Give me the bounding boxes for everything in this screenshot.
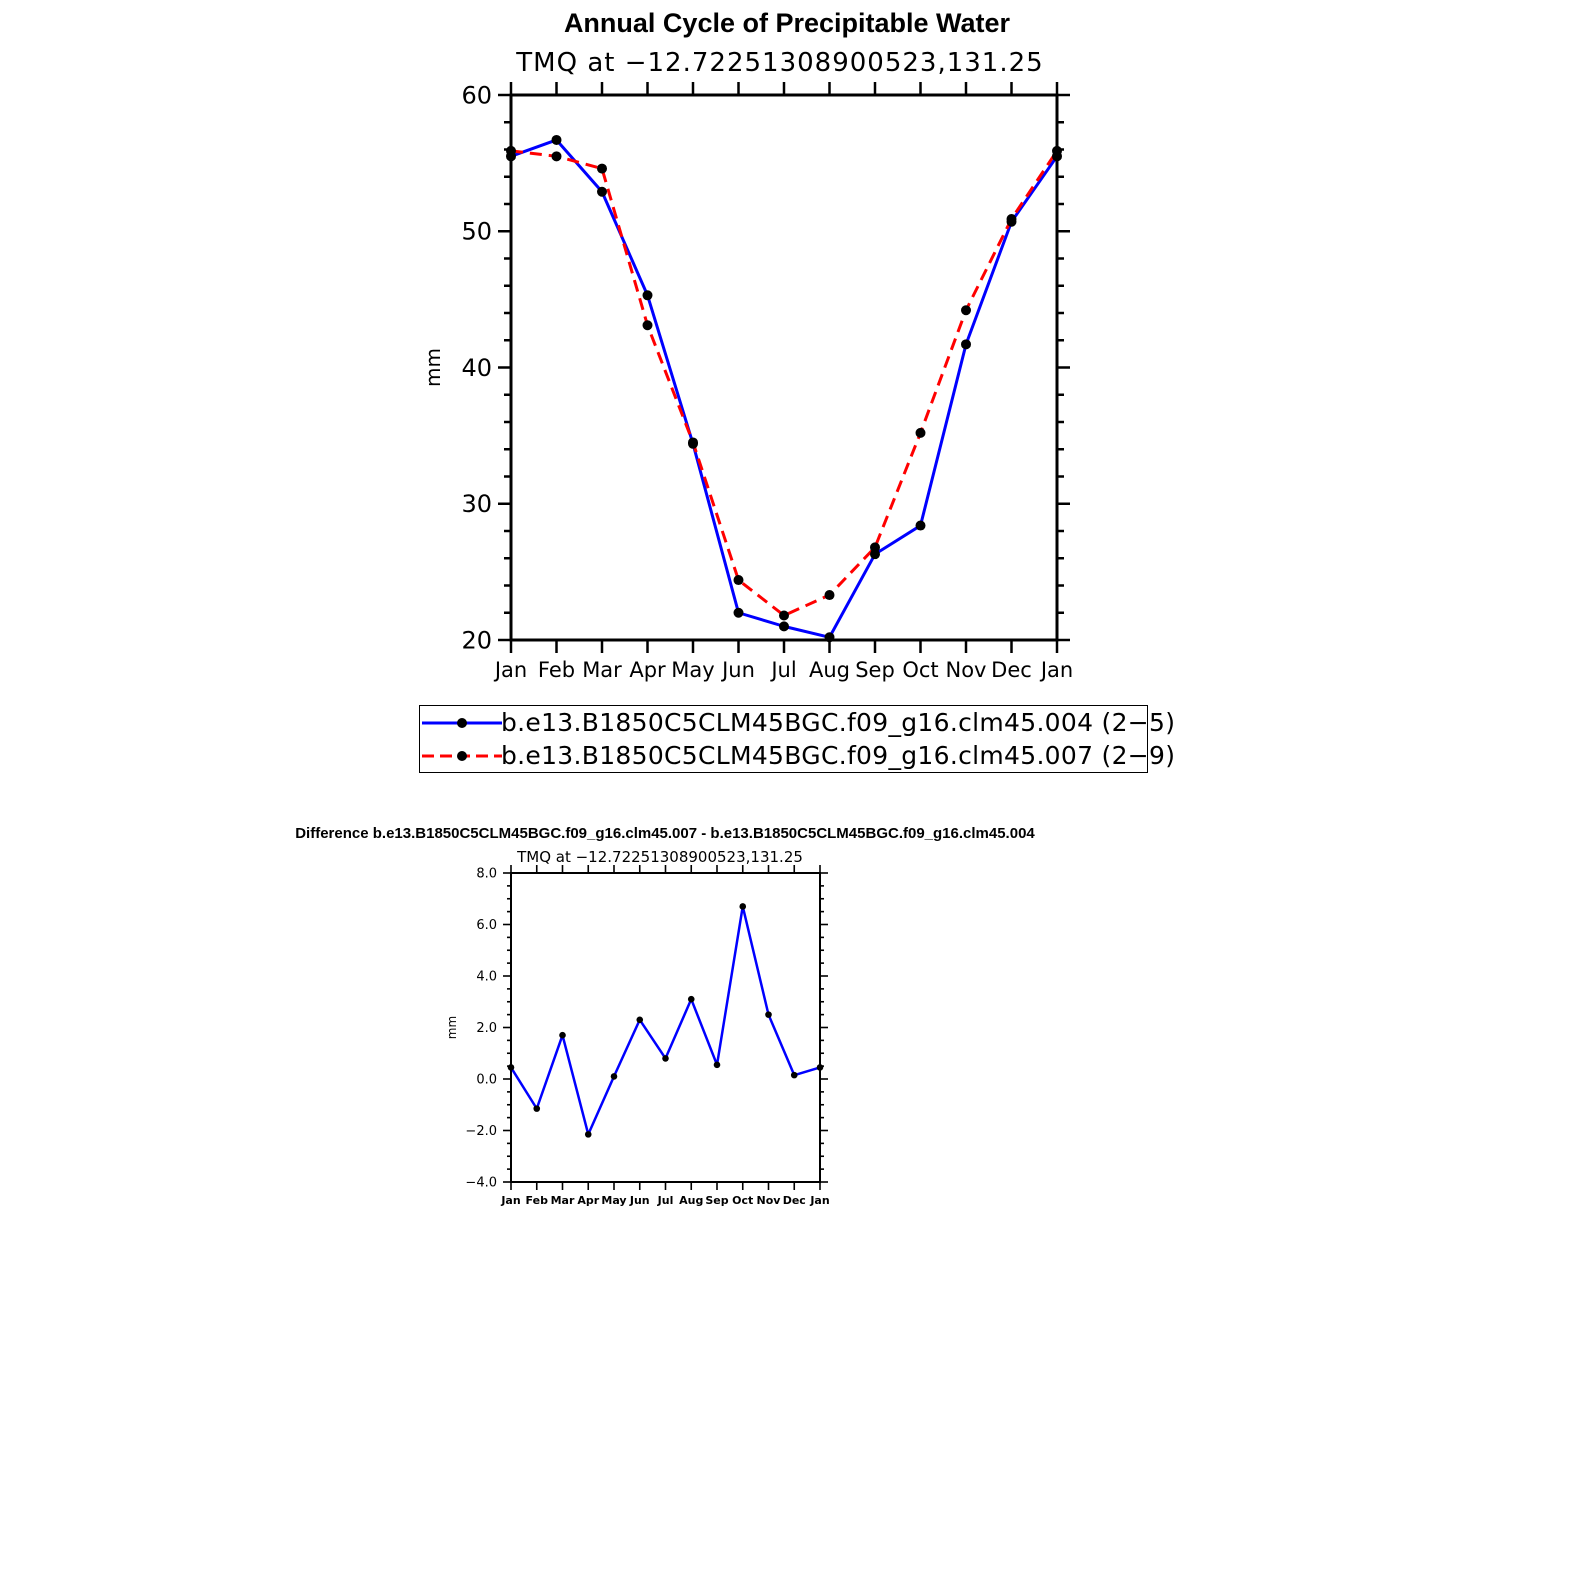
legend-swatch-series-1 [422, 710, 502, 736]
diff-series-1-point [636, 1016, 643, 1023]
diff-x-tick-label: Nov [756, 1194, 781, 1207]
diff-y-tick-label: −2.0 [465, 1124, 497, 1140]
diff-x-tick-label: Feb [525, 1194, 548, 1207]
legend-item-series-1 [420, 706, 1176, 740]
diff-x-tick-label: Jan [501, 1194, 521, 1207]
legend-item-series-2 [420, 739, 1176, 773]
main-series-2-point [961, 305, 971, 315]
diff-x-tick-label: Jun [629, 1194, 650, 1207]
main-series-1-point [552, 135, 562, 145]
diff-chart-title: Difference b.e13.B1850C5CLM45BGC.f09_g16.clm45.007 - b.e13.B1850C5CLM45BGC.f09_g16.clm45.004 [295, 825, 1035, 842]
diff-x-tick-label: Jan [810, 1194, 830, 1207]
main-y-tick-label: 20 [461, 626, 492, 655]
diff-series-1-point [714, 1062, 721, 1069]
main-y-axis-label: mm [421, 348, 445, 387]
main-series-2-point [734, 575, 744, 585]
main-x-tick-label: Sep [855, 658, 895, 682]
main-series-2-point [1052, 146, 1062, 156]
main-series-1-point [961, 339, 971, 349]
main-series-2-point [825, 590, 835, 600]
diff-y-tick-label: −4.0 [465, 1175, 497, 1191]
main-series-2-point [870, 542, 880, 552]
diff-y-tick-label: 0.0 [476, 1072, 497, 1088]
main-plot [421, 81, 1073, 682]
diff-x-tick-label: Jul [657, 1194, 674, 1207]
main-plot-frame [511, 95, 1057, 640]
main-series-1-point [597, 187, 607, 197]
main-y-tick-label: 50 [461, 217, 492, 246]
diff-series-1-line [511, 906, 820, 1134]
diff-x-tick-label: Oct [732, 1194, 754, 1207]
main-x-tick-label: Mar [582, 658, 622, 682]
main-x-tick-label: Jan [494, 658, 528, 682]
main-x-tick-label: Jun [722, 658, 755, 682]
diff-x-tick-label: May [601, 1194, 627, 1207]
main-x-tick-label: Jul [771, 658, 797, 682]
main-series-2-point [916, 428, 926, 438]
main-series-2-point [1007, 214, 1017, 224]
diff-plot [445, 865, 830, 1207]
main-series-2-point [643, 320, 653, 330]
main-x-tick-label: Apr [629, 658, 666, 682]
main-x-tick-label: Aug [808, 658, 851, 682]
diff-x-tick-label: Sep [705, 1194, 729, 1207]
diff-y-tick-label: 8.0 [476, 866, 497, 882]
diff-x-tick-label: Mar [550, 1194, 575, 1207]
main-y-tick-label: 30 [461, 490, 492, 519]
diff-series-1-point [765, 1011, 772, 1018]
diff-chart-subtitle: TMQ at −12.72251308900523,131.25 [517, 848, 803, 866]
main-series-2-point [506, 146, 516, 156]
main-series-1-point [779, 621, 789, 631]
diff-series-1-point [508, 1064, 515, 1071]
legend [419, 705, 1176, 773]
main-y-tick-label: 60 [461, 81, 492, 110]
main-series-2-line [511, 151, 1057, 616]
main-y-tick-label: 40 [461, 353, 492, 382]
main-series-1-point [825, 632, 835, 642]
diff-y-tick-label: 2.0 [476, 1021, 497, 1037]
diff-series-1-point [585, 1131, 592, 1138]
diff-y-axis-label: mm [445, 1015, 459, 1040]
diff-y-tick-label: 6.0 [476, 918, 497, 934]
diff-series-1-point [791, 1072, 798, 1079]
diff-series-1-point [662, 1055, 669, 1062]
diff-series-1-point [688, 996, 695, 1003]
diff-series-1-point [739, 903, 746, 910]
diff-y-tick-label: 4.0 [476, 969, 497, 985]
legend-label-series-2: b.e13.B1850C5CLM45BGC.f09_g16.clm45.007 (2−9) [501, 741, 1176, 770]
main-x-tick-label: May [671, 658, 715, 682]
legend-swatch-series-2 [422, 743, 502, 769]
main-x-tick-label: Nov [945, 658, 987, 682]
diff-x-tick-label: Apr [577, 1194, 600, 1207]
diff-series-1-point [559, 1032, 566, 1039]
main-chart-title: Annual Cycle of Precipitable Water [563, 8, 1011, 38]
diff-x-tick-label: Aug [679, 1194, 704, 1207]
main-series-1-line [511, 140, 1057, 637]
main-series-1-point [734, 608, 744, 618]
main-x-tick-label: Dec [991, 658, 1032, 682]
main-chart-subtitle: TMQ at −12.72251308900523,131.25 [516, 48, 1044, 78]
main-series-2-point [552, 151, 562, 161]
main-x-tick-label: Oct [902, 658, 939, 682]
diff-series-1-point [817, 1064, 824, 1071]
main-x-tick-label: Feb [537, 658, 576, 682]
main-series-2-point [779, 610, 789, 620]
main-series-2-point [597, 164, 607, 174]
diff-x-tick-label: Dec [782, 1194, 806, 1207]
diff-series-1-point [611, 1073, 618, 1080]
main-series-1-point [643, 290, 653, 300]
main-series-2-point [688, 437, 698, 447]
main-series-1-point [916, 521, 926, 531]
diff-series-1-point [533, 1105, 540, 1112]
main-x-tick-label: Jan [1040, 658, 1074, 682]
legend-label-series-1: b.e13.B1850C5CLM45BGC.f09_g16.clm45.004 (2−5) [501, 708, 1176, 737]
